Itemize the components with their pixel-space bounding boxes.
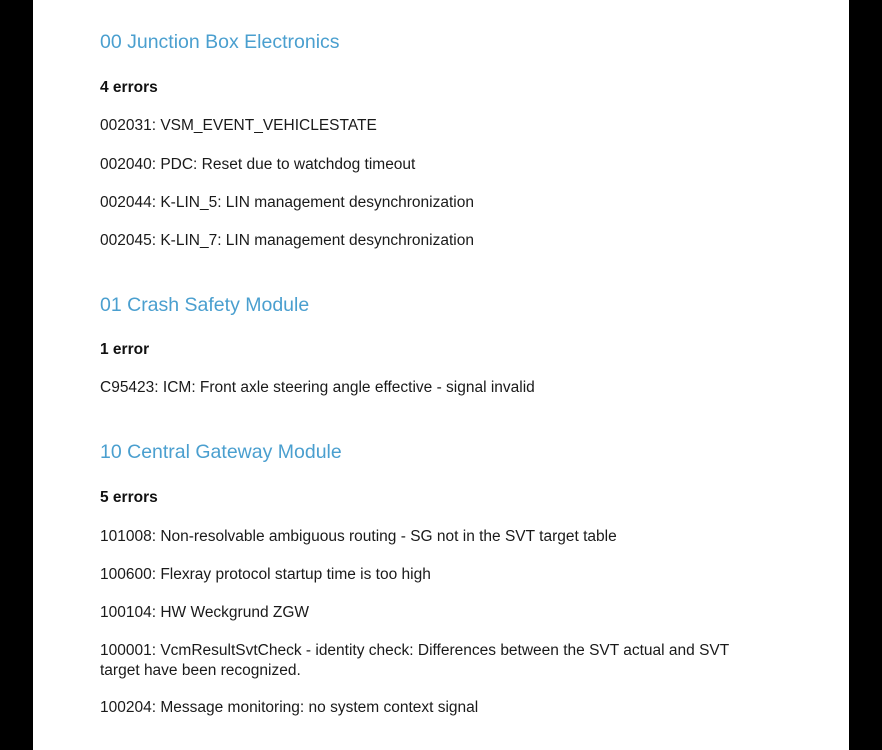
error-count: 5 errors bbox=[100, 489, 158, 506]
error-item: 100001: VcmResultSvtCheck - identity check: Differences between the SVT actual and SVT target have been recognized. bbox=[100, 642, 729, 679]
error-item: 100204: Message monitoring: no system context signal bbox=[100, 699, 479, 716]
error-item: C95423: ICM: Front axle steering angle effective - signal invalid bbox=[100, 379, 535, 396]
error-item: 100104: HW Weckgrund ZGW bbox=[100, 604, 310, 621]
error-item: 101008: Non-resolvable ambiguous routing - SG not in the SVT target table bbox=[100, 528, 617, 545]
error-item: 002045: K-LIN_7: LIN management desynchronization bbox=[100, 232, 474, 249]
error-item: 002040: PDC: Reset due to watchdog timeout bbox=[100, 156, 416, 173]
section-title: 10 Central Gateway Module bbox=[100, 441, 342, 463]
error-item: 002031: VSM_EVENT_VEHICLESTATE bbox=[100, 117, 377, 134]
section-title: 01 Crash Safety Module bbox=[100, 294, 310, 316]
error-item: 002044: K-LIN_5: LIN management desynchronization bbox=[100, 194, 474, 211]
error-count: 4 errors bbox=[100, 79, 158, 96]
document-panel bbox=[33, 0, 849, 750]
error-item: 100600: Flexray protocol startup time is too high bbox=[100, 566, 431, 583]
error-count: 1 error bbox=[100, 341, 150, 358]
section-title: 00 Junction Box Electronics bbox=[100, 31, 340, 53]
